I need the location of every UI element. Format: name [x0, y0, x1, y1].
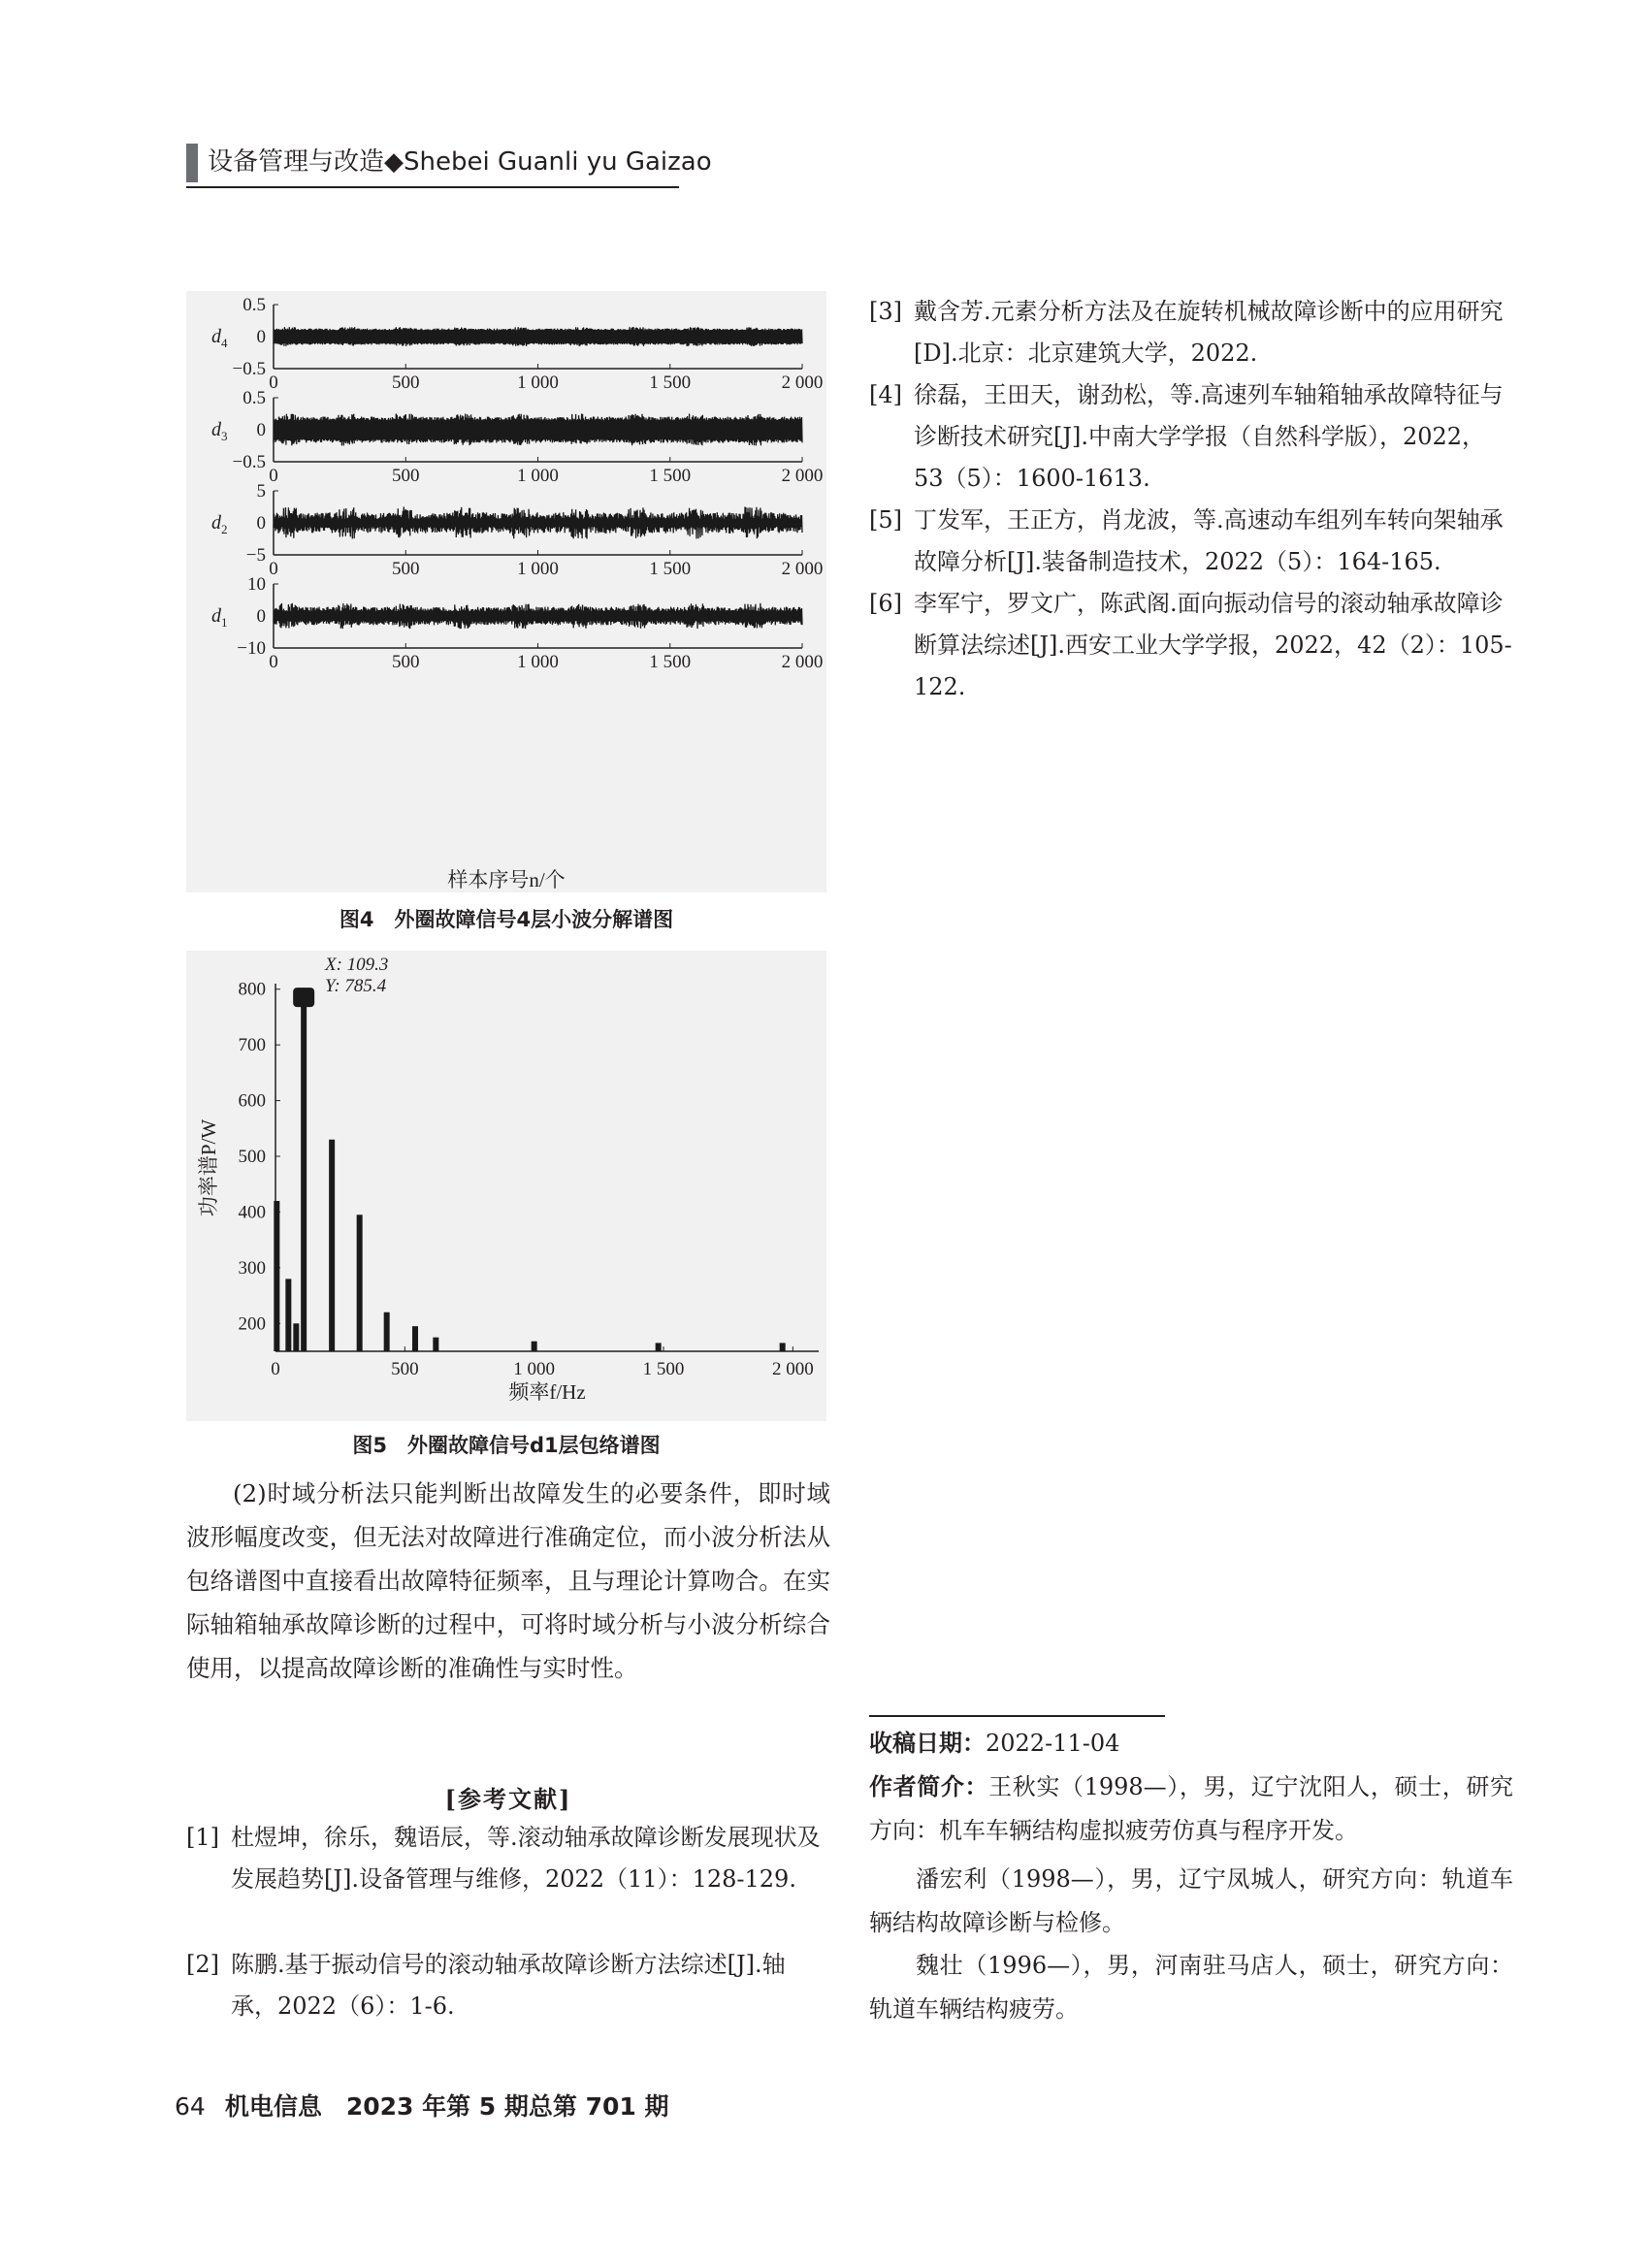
- x-tick-label: 1 000: [517, 559, 559, 579]
- x-tick-label: 500: [392, 466, 420, 486]
- reference-text: 陈鹏.基于振动信号的滚动轴承故障诊断方法综述[J].轴承，2022（6）：1-6.: [231, 1951, 786, 2020]
- panel-label-subscript: 1: [221, 615, 228, 630]
- y-tick-label: 200: [238, 1313, 266, 1335]
- x-tick-label: 500: [391, 1359, 419, 1379]
- x-tick-label: 1 000: [517, 652, 559, 672]
- page-number: 64: [175, 2092, 206, 2121]
- header-rule: [186, 186, 679, 188]
- author-1-text: 王秋实（1998—），男，辽宁沈阳人，硕士，研究方向：机车车辆结构虚拟疲劳仿真与程序开发。: [869, 1773, 1513, 1844]
- x-tick-label: 1 000: [517, 373, 559, 393]
- signal-trace: [274, 414, 802, 446]
- y-tick-label: 500: [238, 1147, 266, 1168]
- reference-2: [186, 1944, 830, 2027]
- reference-3: [869, 291, 1513, 374]
- x-tick-label: 500: [392, 652, 420, 672]
- body-paragraph: (2)时域分析法只能判断出故障发生的必要条件，即时域波形幅度改变，但无法对故障进行准确定位，而小波分析法从包络谱图中直接看出故障特征频率，且与理论计算吻合。在实际轴箱轴承故障诊断的过程中，可将时域分析与小波分析综合使用，以提高故障诊断的准确性与实时性。: [186, 1479, 830, 1682]
- x-tick-label: 1 500: [649, 559, 692, 579]
- y-tick-label: −0.5: [232, 359, 266, 379]
- x-axis-label: 频率f/Hz: [508, 1380, 586, 1404]
- author-label: 作者简介：: [869, 1773, 989, 1800]
- y-tick-label: −10: [237, 638, 266, 659]
- figure-4: [186, 291, 826, 892]
- peak-annotation-y: Y: 785.4: [325, 976, 387, 996]
- y-tick-label: 5: [256, 481, 266, 502]
- reference-text: 戴含芳.元素分析方法及在旋转机械故障诊断中的应用研究[D].北京：北京建筑大学，2022.: [914, 298, 1504, 367]
- header-bar: [186, 144, 198, 182]
- panel-label: d: [211, 419, 221, 440]
- running-header: 设备管理与改造◆Shebei Guanli yu Gaizao: [208, 147, 712, 177]
- reference-text: 杜煜坤，徐乐，魏语辰，等.滚动轴承故障诊断发展现状及发展趋势[J].设备管理与维修，2022（11）：128-129.: [231, 1824, 821, 1893]
- reference-5: [869, 500, 1513, 583]
- reference-number: [3]: [869, 298, 902, 325]
- figure-5-plot: [186, 951, 826, 1421]
- x-tick-label: 0: [269, 652, 278, 672]
- figure-5: [186, 951, 826, 1421]
- panel-label: d: [211, 605, 221, 627]
- x-tick-label: 0: [269, 466, 278, 486]
- panel-d1: [211, 574, 823, 672]
- figure-5-caption: [186, 1430, 826, 1459]
- x-tick-label: 2 000: [781, 466, 824, 486]
- peak-marker: [293, 988, 314, 1007]
- y-tick-label: 0: [256, 606, 266, 627]
- x-tick-label: 2 000: [781, 559, 824, 579]
- reference-number: [4]: [869, 381, 902, 408]
- y-tick-label: 0: [256, 513, 266, 534]
- figure-4-caption: 图4 外圈故障信号4层小波分解谱图: [339, 908, 674, 931]
- references-title: [参考文献]: [444, 1785, 572, 1813]
- journal-issue: 机电信息 2023 年第 5 期总第 701 期: [224, 2092, 669, 2121]
- x-tick-label: 2 000: [781, 652, 824, 672]
- reference-text: 丁发军，王正方，肖龙波，等.高速动车组列车转向架轴承故障分析[J].装备制造技术，2022（5）：164-165.: [914, 506, 1504, 575]
- reference-1: [186, 1817, 830, 1900]
- x-tick-label: 0: [271, 1359, 280, 1379]
- reference-6: [869, 583, 1513, 708]
- x-tick-label: 2 000: [781, 373, 824, 393]
- x-tick-label: 1 500: [649, 466, 692, 486]
- x-tick-label: 500: [392, 559, 420, 579]
- y-tick-label: 0: [256, 327, 266, 347]
- x-tick-label: 2 000: [771, 1359, 814, 1379]
- signal-trace: [274, 603, 802, 629]
- y-tick-label: 10: [247, 574, 266, 595]
- peak-annotation-x: X: 109.3: [325, 955, 389, 975]
- panel-label: d: [211, 326, 221, 347]
- x-tick-label: 1 500: [642, 1359, 685, 1379]
- figure-5-caption-text: 图5 外圈故障信号d1层包络谱图: [352, 1434, 661, 1457]
- y-tick-label: 0.5: [243, 388, 266, 408]
- received-date: [869, 1722, 1513, 1766]
- reference-text: 李军宁，罗文广，陈武阁.面向振动信号的滚动轴承故障诊断算法综述[J].西安工业大学学报，2022，42（2）：105-122.: [914, 590, 1512, 700]
- y-tick-label: 700: [238, 1035, 266, 1056]
- panel-label: d: [211, 512, 221, 534]
- y-tick-label: 300: [238, 1257, 266, 1279]
- figure-4-plot: [186, 291, 826, 892]
- reference-number: [5]: [869, 506, 902, 534]
- panel-label-subscript: 4: [221, 336, 228, 350]
- panel-d3: [211, 388, 823, 486]
- y-tick-label: −5: [245, 545, 266, 566]
- page-footer: [175, 2088, 669, 2122]
- y-tick-label: 0: [256, 420, 266, 440]
- panel-d4: [211, 295, 823, 393]
- signal-trace: [274, 507, 802, 539]
- y-tick-label: 400: [238, 1202, 266, 1223]
- reference-text: 徐磊，王田天，谢劲松，等.高速列车轴箱轴承故障特征与诊断技术研究[J].中南大学学报（自然科学版），2022，53（5）：1600-1613.: [914, 381, 1504, 492]
- x-tick-label: 0: [269, 373, 278, 393]
- author-bio-1: [869, 1766, 1513, 1853]
- signal-trace: [274, 327, 802, 346]
- reference-4: [869, 374, 1513, 500]
- y-tick-label: 600: [238, 1090, 266, 1112]
- notes-rule: [869, 1715, 1165, 1717]
- x-tick-label: 1 500: [649, 373, 692, 393]
- author-bio-2: 潘宏利（1998—），男，辽宁凤城人，研究方向：轨道车辆结构故障诊断与检修。: [869, 1865, 1513, 1936]
- y-tick-label: −0.5: [232, 452, 266, 472]
- x-tick-label: 500: [392, 373, 420, 393]
- y-tick-label: 800: [238, 979, 266, 1000]
- y-tick-label: 0.5: [243, 295, 266, 315]
- author-bio-3: 魏壮（1996—），男，河南驻马店人，硕士，研究方向：轨道车辆结构疲劳。: [869, 1952, 1513, 2023]
- y-axis-label: 功率谱P/W: [197, 1118, 220, 1217]
- reference-number: [1]: [186, 1824, 219, 1851]
- reference-number: [2]: [186, 1951, 219, 1978]
- panel-d2: [211, 481, 823, 579]
- received-label: 收稿日期：: [869, 1730, 986, 1757]
- x-tick-label: 1 500: [649, 652, 692, 672]
- x-tick-label: 1 000: [513, 1359, 556, 1379]
- x-tick-label: 1 000: [517, 466, 559, 486]
- panel-label-subscript: 3: [221, 429, 228, 443]
- x-axis-label: 样本序号n/个: [447, 868, 566, 891]
- x-tick-label: 0: [269, 559, 278, 579]
- panel-label-subscript: 2: [221, 522, 228, 536]
- received-value: 2022-11-04: [986, 1730, 1120, 1757]
- reference-number: [6]: [869, 590, 902, 617]
